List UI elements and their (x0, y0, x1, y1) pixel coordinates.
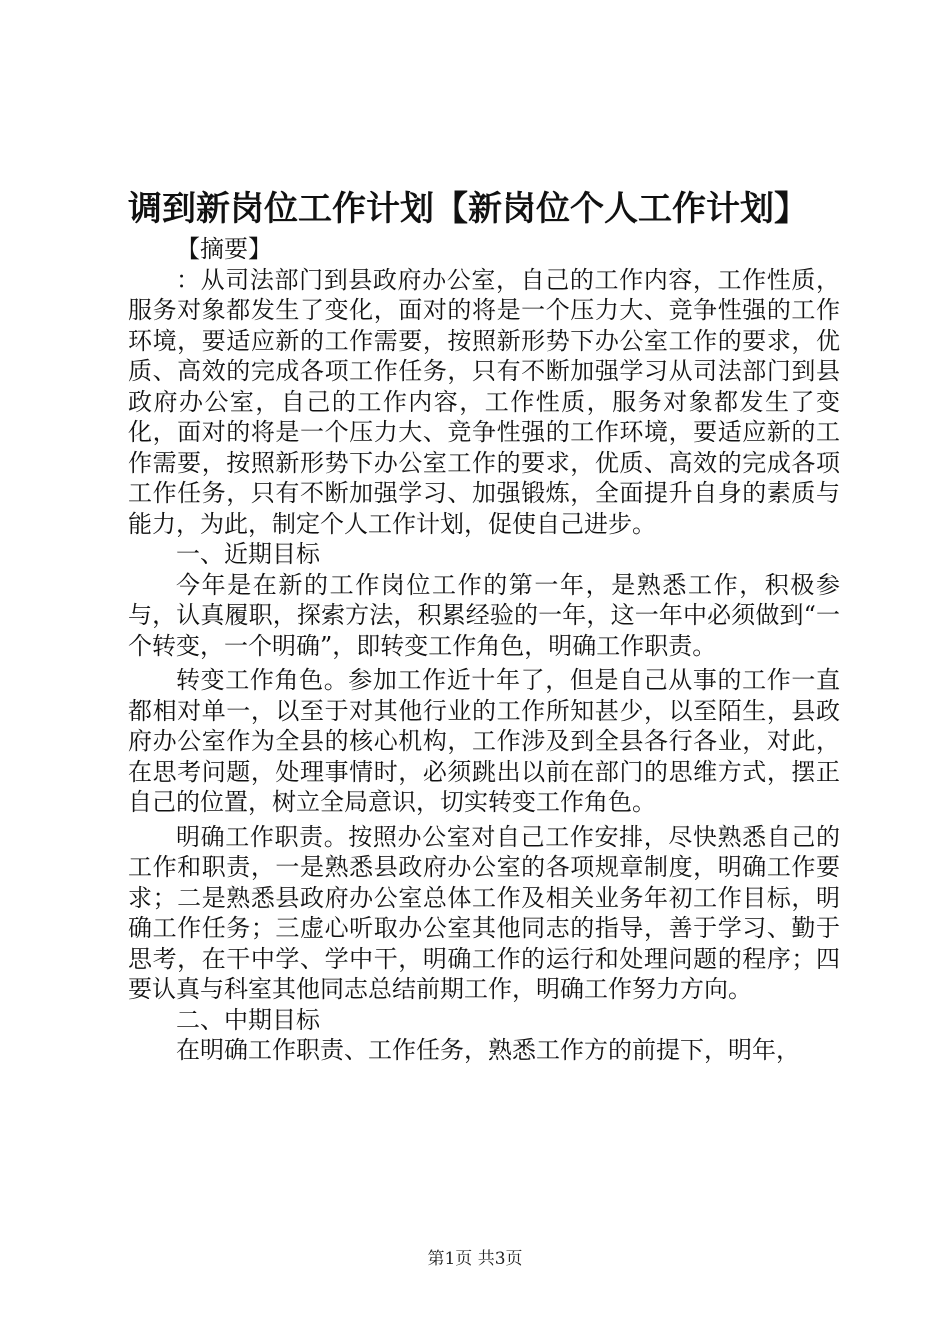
paragraph: 明确工作职责。按照办公室对自己工作安排，尽快熟悉自己的工作和职责，一是熟悉县政府办公室的各项规章制度，明确工作要求；二是熟悉县政府办公室总体工作及相关业务年初工作目标，明确工作任务；三虚心听取办公室其他同志的指导，善于学习、勤于思考，在干中学、学中干，明确工作的运行和处理问题的程序；四要认真与科室其他同志总结前期工作，明确工作努力方向。 (128, 822, 840, 1003)
section-heading-near-term: 一、近期目标 (176, 540, 320, 568)
paragraph: 转变工作角色。参加工作近十年了，但是自己从事的工作一直都相对单一，以至于对其他行业的工作所知甚少，以至陌生，县政府办公室作为全县的核心机构，工作涉及到全县各行各业，对此，在思考问题，处理事情时，必须跳出以前在部门的思维方式，摆正自己的位置，树立全局意识，切实转变工作角色。 (128, 666, 840, 816)
abstract-paragraph: ：从司法部门到县政府办公室，自己的工作内容，工作性质，服务对象都发生了变化，面对的将是一个压力大、竞争性强的工作环境，要适应新的工作需要，按照新形势下办公室工作的要求，优质、高效的完成各项工作任务，只有不断加强学习从司法部门到县政府办公室，自己的工作内容，工作性质，服务对象都发生了变化，面对的将是一个压力大、竞争性强的工作环境，要适应新的工作需要，按照新形势下办公室工作的要求，优质、高效的完成各项工作任务，只有不断加强学习、加强锻炼，全面提升自身的素质与能力，为此，制定个人工作计划，促使自己进步。 (128, 265, 840, 538)
paragraph: 在明确工作职责、工作任务，熟悉工作方的前提下，明年， (176, 1036, 800, 1064)
page-number-footer: 第1页 共3页 (427, 1249, 523, 1269)
document-body (128, 234, 840, 1066)
paragraph: 今年是在新的工作岗位工作的第一年，是熟悉工作，积极参与，认真履职，探索方法，积累经验的一年，这一年中必须做到“一个转变，一个明确”，即转变工作角色，明确工作职责。 (128, 570, 840, 660)
abstract-label: 【摘要】 (176, 235, 272, 263)
document-title: 调到新岗位工作计划【新岗位个人工作计划】 (128, 189, 808, 229)
section-heading-mid-term: 二、中期目标 (176, 1005, 320, 1034)
